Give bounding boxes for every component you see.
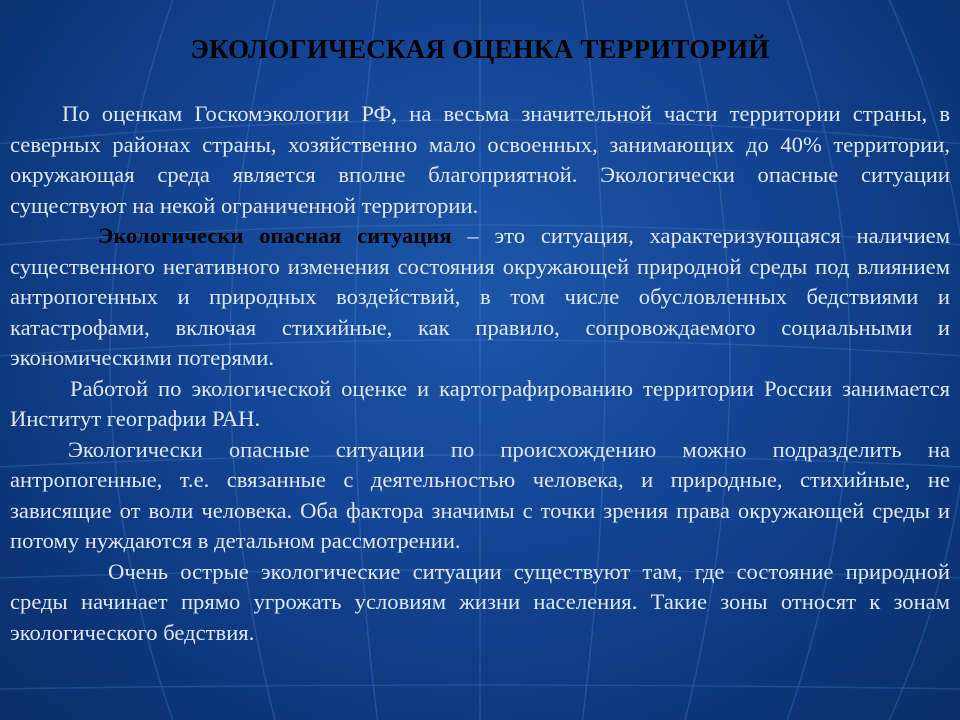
definition-text: – это ситуация, характеризующаяся наличием существенного негативного изменения состояния окружающей природной среды под влиянием антропогенных и природных воздействий, в том числе обусловленных бедствиями и катастрофами, включая стихийные, как правило, сопровождаемого социальными и экономическими потерями. <box>10 223 950 370</box>
definition-term: Экологически опасная ситуация <box>98 223 452 248</box>
paragraph-5: Очень острые экологические ситуации существуют там, где состояние природной среды начинает прямо угрожать условиям жизни населения. Такие зоны относят к зонам экологического бедствия. <box>10 558 950 645</box>
slide-title: ЭКОЛОГИЧЕСКАЯ ОЦЕНКА ТЕРРИТОРИЙ <box>190 34 770 64</box>
paragraph-2 <box>10 221 950 374</box>
paragraph-1: По оценкам Госкомэкологии РФ, на весьма значительной части территории страны, в северных районах страны, хозяйственно мало освоенных, занимающих до 40% территории, окружающая среда является вполне благоприятной. Экологически опасные ситуации существуют на некой ограниченной территории. <box>10 101 950 218</box>
slide-body <box>10 99 950 648</box>
paragraph-4: Экологически опасные ситуации по происхождению можно подразделить на антропогенные, т.е. связанные с деятельностью человека, и природные, стихийные, не зависящие от воли человека. Оба фактора значимы с точки зрения права окружающей среды и потому нуждаются в детальном рассмотрении. <box>10 436 950 553</box>
paragraph-3: Работой по экологической оценке и картографированию территории России занимается Институт географии РАН. <box>10 375 950 431</box>
